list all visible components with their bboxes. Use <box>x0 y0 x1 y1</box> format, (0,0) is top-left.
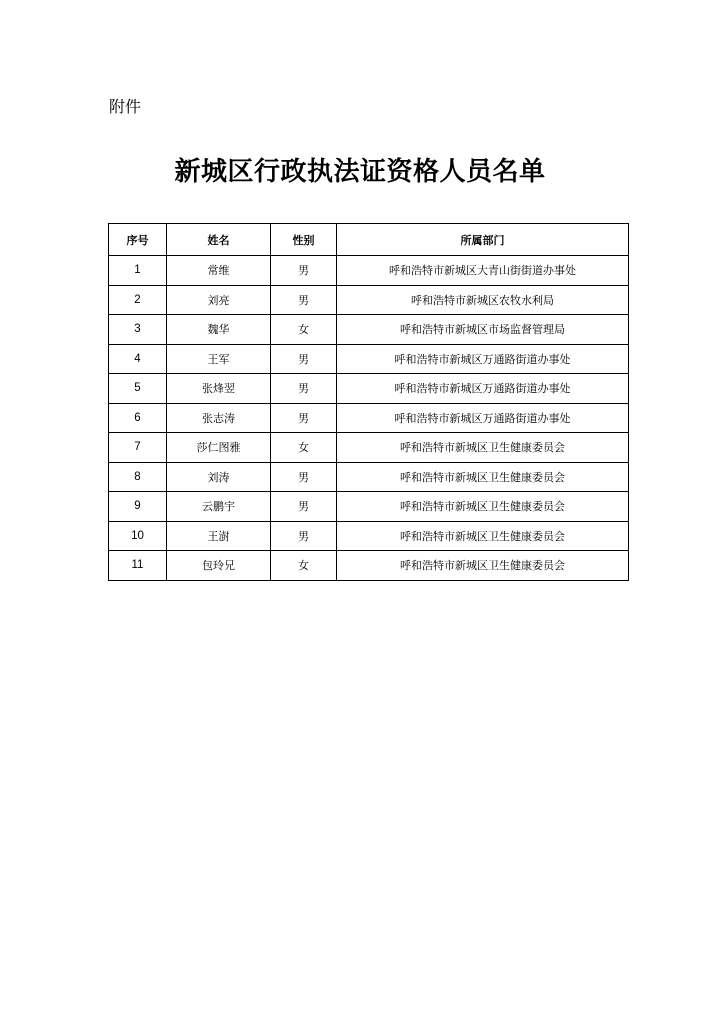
table-row <box>109 403 629 433</box>
personnel-table <box>108 223 629 581</box>
cell-dept: 呼和浩特市新城区农牧水利局 <box>337 285 629 315</box>
cell-gender: 男 <box>271 492 337 522</box>
cell-gender: 男 <box>271 521 337 551</box>
cell-no: 4 <box>109 344 167 374</box>
cell-dept: 呼和浩特市新城区卫生健康委员会 <box>337 551 629 581</box>
cell-no: 2 <box>109 285 167 315</box>
attachment-label: 附件 <box>109 97 142 116</box>
cell-gender: 女 <box>271 551 337 581</box>
cell-gender: 女 <box>271 315 337 345</box>
table-row <box>109 285 629 315</box>
cell-gender: 男 <box>271 374 337 404</box>
header-no: 序号 <box>109 224 167 256</box>
cell-dept: 呼和浩特市新城区万通路街道办事处 <box>337 374 629 404</box>
cell-name: 刘涛 <box>167 462 271 492</box>
cell-gender: 男 <box>271 403 337 433</box>
cell-dept: 呼和浩特市新城区市场监督管理局 <box>337 315 629 345</box>
cell-no: 10 <box>109 521 167 551</box>
table-row <box>109 256 629 286</box>
cell-gender: 男 <box>271 462 337 492</box>
header-gender: 性别 <box>271 224 337 256</box>
cell-no: 8 <box>109 462 167 492</box>
cell-no: 11 <box>109 551 167 581</box>
cell-name: 王澍 <box>167 521 271 551</box>
header-dept: 所属部门 <box>337 224 629 256</box>
table-row <box>109 433 629 463</box>
document-title: 新城区行政执法证资格人员名单 <box>174 157 546 187</box>
table-header-row <box>109 224 629 256</box>
cell-dept: 呼和浩特市新城区卫生健康委员会 <box>337 462 629 492</box>
cell-name: 张烽翌 <box>167 374 271 404</box>
cell-no: 6 <box>109 403 167 433</box>
cell-name: 莎仁图雅 <box>167 433 271 463</box>
cell-gender: 男 <box>271 285 337 315</box>
cell-name: 魏华 <box>167 315 271 345</box>
cell-dept: 呼和浩特市新城区卫生健康委员会 <box>337 433 629 463</box>
cell-dept: 呼和浩特市新城区大青山街街道办事处 <box>337 256 629 286</box>
table-row <box>109 462 629 492</box>
cell-dept: 呼和浩特市新城区卫生健康委员会 <box>337 521 629 551</box>
cell-no: 7 <box>109 433 167 463</box>
table-row <box>109 551 629 581</box>
cell-name: 王军 <box>167 344 271 374</box>
cell-name: 张志涛 <box>167 403 271 433</box>
cell-gender: 男 <box>271 344 337 374</box>
cell-dept: 呼和浩特市新城区万通路街道办事处 <box>337 344 629 374</box>
cell-no: 5 <box>109 374 167 404</box>
table-row <box>109 344 629 374</box>
cell-name: 云鹏宇 <box>167 492 271 522</box>
cell-name: 刘亮 <box>167 285 271 315</box>
cell-gender: 男 <box>271 256 337 286</box>
table-row <box>109 374 629 404</box>
cell-dept: 呼和浩特市新城区万通路街道办事处 <box>337 403 629 433</box>
table-row <box>109 315 629 345</box>
header-name: 姓名 <box>167 224 271 256</box>
cell-name: 包玲兄 <box>167 551 271 581</box>
cell-name: 常维 <box>167 256 271 286</box>
cell-no: 9 <box>109 492 167 522</box>
cell-gender: 女 <box>271 433 337 463</box>
table-row <box>109 492 629 522</box>
cell-no: 1 <box>109 256 167 286</box>
cell-dept: 呼和浩特市新城区卫生健康委员会 <box>337 492 629 522</box>
table-row <box>109 521 629 551</box>
cell-no: 3 <box>109 315 167 345</box>
